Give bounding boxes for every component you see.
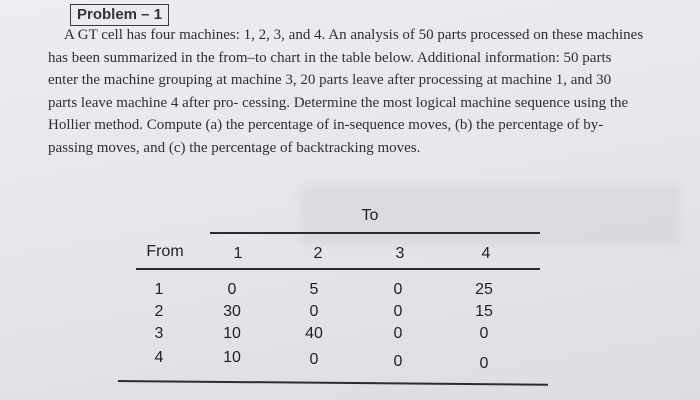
- row-label: 4: [154, 349, 164, 366]
- table-cell: 40: [305, 325, 323, 342]
- to-label: To: [361, 207, 379, 224]
- row-label: 2: [154, 303, 164, 320]
- paragraph-line: has been summarized in the from–to chart in the table below. Additional information: 50 parts: [48, 49, 612, 66]
- from-label: From: [146, 243, 184, 260]
- row-label: 1: [154, 281, 164, 298]
- paragraph-line: enter the machine grouping at machine 3, 20 parts leave after processing at machine 1, and 30: [48, 72, 612, 88]
- bottom-rule: [118, 380, 548, 385]
- paragraph-line: passing moves, and (c) the percentage of backtracking moves.: [48, 139, 421, 156]
- table-cell: 0: [393, 325, 403, 342]
- paragraph-line: A GT cell has four machines: 1, 2, 3, and 4. An analysis of 50 parts processed on these machines: [64, 27, 644, 43]
- row-label: 3: [154, 325, 164, 342]
- problem-statement: [48, 24, 658, 159]
- to-rule: [210, 232, 540, 234]
- table-cell: 0: [309, 303, 319, 320]
- table-cell: 0: [227, 281, 237, 298]
- column-header: 4: [481, 245, 491, 262]
- table-cell: 15: [475, 303, 493, 320]
- table-cell: 30: [223, 303, 241, 320]
- table-cell: 0: [393, 303, 403, 320]
- column-header: 1: [233, 245, 243, 262]
- paragraph-line: Hollier method. Compute (a) the percentage of in-sequence moves, (b) the percentage of by-: [48, 117, 604, 133]
- table-cell: 0: [309, 351, 319, 368]
- column-header: 3: [395, 245, 405, 262]
- table-cell: 0: [479, 325, 489, 342]
- table-cell: 0: [393, 281, 403, 298]
- table-cell: 0: [479, 355, 489, 372]
- table-cell: 0: [393, 353, 403, 370]
- table-cell: 10: [223, 325, 241, 342]
- table-cell: 10: [223, 349, 241, 366]
- column-header: 2: [313, 245, 323, 262]
- problem-label: Problem – 1: [70, 4, 169, 26]
- table-cell: 5: [309, 281, 319, 298]
- header-rule: [136, 268, 540, 270]
- paragraph-line: parts leave machine 4 after pro- cessing. Determine the most logical machine sequence using the: [48, 94, 629, 111]
- table-cell: 25: [475, 281, 493, 298]
